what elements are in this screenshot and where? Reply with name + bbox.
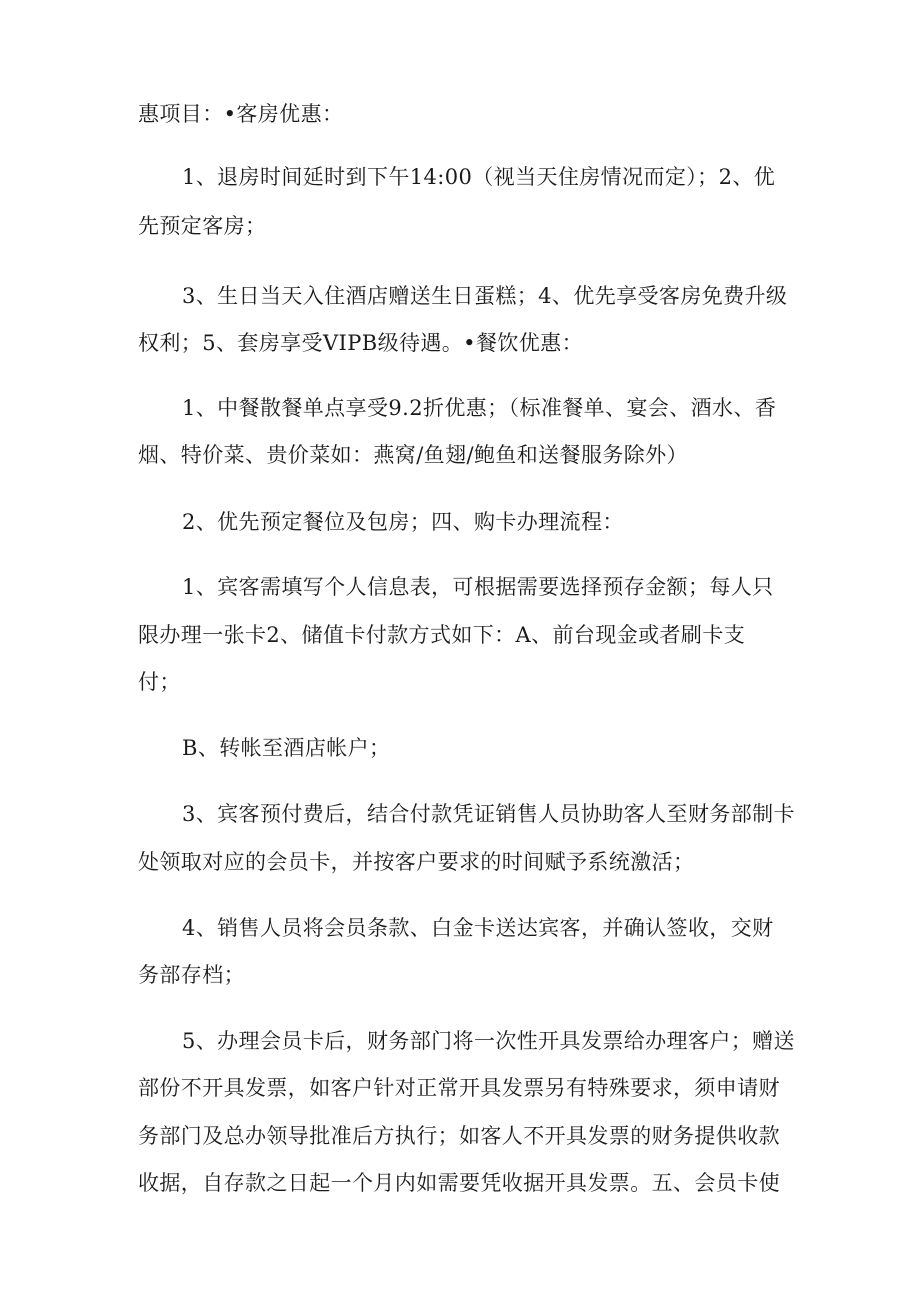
text-line: 先预定客房； [138,214,267,238]
text-line: 付； [138,670,181,694]
text-line: 3、宾客预付费后，结合付款凭证销售人员协助客人至财务部制卡 [182,802,795,826]
text-line: 收据，自存款之日起一个月内如需要凭收据开具发票。五、会员卡使 [138,1171,780,1195]
text-line: 权利；5、套房享受VIPB级待遇。•餐饮优惠： [138,331,583,355]
text-line: 1、中餐散餐单点享受9.2折优惠；（标准餐单、宴会、酒水、香 [182,396,777,420]
text-line: 4、销售人员将会员条款、白金卡送达宾客，并确认签收，交财 [182,916,774,940]
text-line: 3、生日当天入住酒店赠送生日蛋糕；4、优先享受客房免费升级 [182,284,788,308]
text-line: 5、办理会员卡后，财务部门将一次性开具发票给办理客户；赠送 [182,1029,795,1053]
text-line: 1、退房时间延时到下午14:00（视当天住房情况而定）；2、优 [182,165,776,189]
text-line: 务部存档； [138,963,245,987]
text-line: 务部门及总办领导批准后方执行；如客人不开具发票的财务提供收款 [138,1124,780,1148]
text-line: 惠项目：•客房优惠： [138,102,344,126]
text-line: 1、宾客需填写个人信息表，可根据需要选择预存金额；每人只 [182,575,774,599]
text-line: 2、优先预定餐位及包房；四、购卡办理流程： [182,510,624,534]
text-line: 部份不开具发票，如客户针对正常开具发票另有特殊要求，须申请财 [138,1076,780,1100]
text-line: 烟、特价菜、贵价菜如：燕窝/鱼翅/鲍鱼和送餐服务除外） [138,443,688,467]
text-line: 处领取对应的会员卡，并按客户要求的时间赋予系统激活； [138,850,695,874]
text-line: 限办理一张卡2、储值卡付款方式如下：A、前台现金或者刷卡支 [138,623,746,647]
text-line: B、转帐至酒店帐户； [182,736,391,760]
